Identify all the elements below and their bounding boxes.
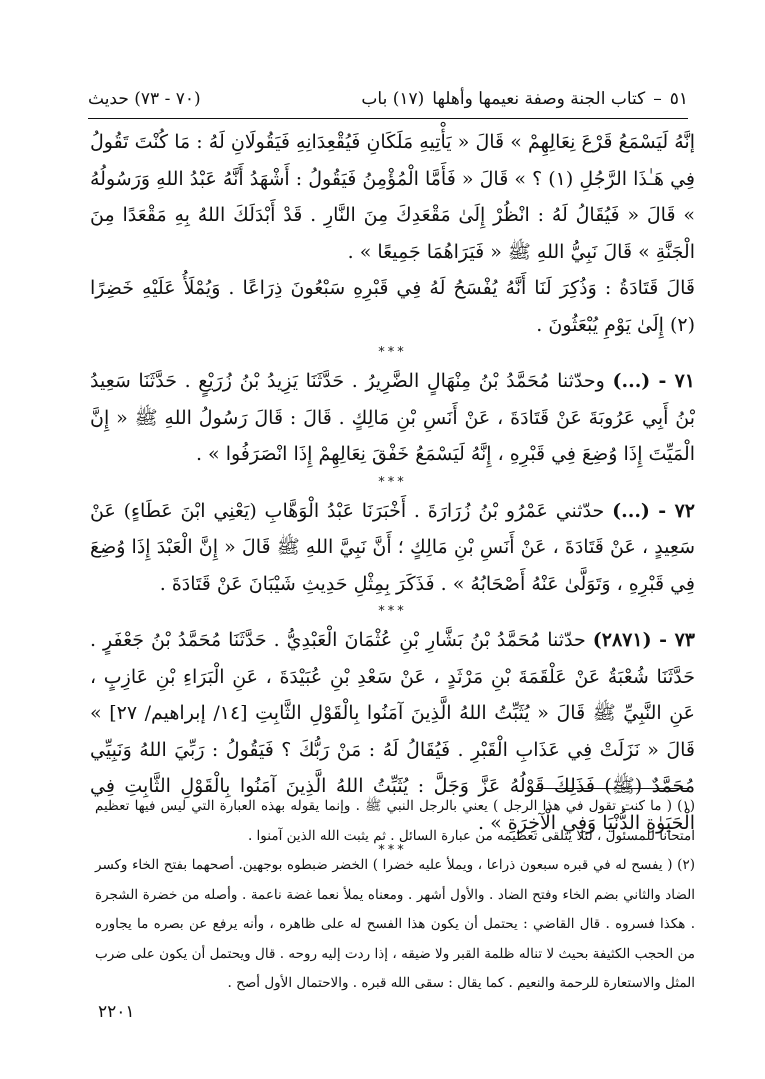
footnotes	[95, 792, 695, 999]
header-right	[361, 89, 688, 109]
separator-stars: ***	[378, 604, 407, 619]
hadith-number: ٧٣ - (٢٨٧١)	[592, 629, 696, 651]
hadith-71	[90, 363, 695, 473]
header-book-title: كتاب الجنة وصفة نعيمها وأهلها	[432, 89, 646, 109]
footnote-divider	[536, 788, 688, 789]
qatada-paragraph: قَالَ قَتَادَةُ : وَذُكِرَ لَنَا أَنَّهُ يُفْسَحُ لَهُ فِي قَبْرِهِ سَبْعُونَ ذِرَاعًا . وَيُمْلَأُ عَلَيْهِ خَضِرًا (٢) إِلَىٰ يَوْمِ يُبْعَثُونَ .	[90, 277, 695, 336]
hadith-text: وحدّثنا مُحَمَّدُ بْنُ مِنْهَالٍ الضَّرِيرُ . حَدَّثَنَا يَزِيدُ بْنُ زُرَيْعٍ . حَدَّثَنَا سَعِيدُ بْنُ أَبِي عَرُوبَةَ عَنْ قَتَادَةَ ، عَنْ أَنَسِ بْنِ مَالِكٍ . قَالَ : قَالَ رَسُولُ اللهِ ﷺ « إِنَّ الْمَيِّتَ إِذَا وُضِعَ فِي قَبْرِهِ ، إِنَّهُ لَيَسْمَعُ خَفْقَ نِعَالِهِمْ إِذَا انْصَرَفُوا » .	[90, 370, 695, 465]
hadith-number: ٧٢ - (...)	[612, 499, 695, 522]
header-dash: –	[653, 89, 662, 109]
hadith-text: حدّثنا مُحَمَّدُ بْنُ بَشَّارِ بْنِ عُثْمَانَ الْعَبْدِيُّ . حَدَّثَنَا مُحَمَّدُ بْنُ جَعْفَرٍ . حَدَّثَنَا شُعْبَةُ عَنْ عَلْقَمَةَ بْنِ مَرْثَدٍ ، عَنْ سَعْدِ بْنِ عُبَيْدَةَ ، عَنِ الْبَرَاءِ بْنِ عَازِبٍ ، عَنِ النَّبِيِّ ﷺ قَالَ « يُثَبِّتُ اللهُ الَّذِينَ آمَنُوا بِالْقَوْلِ الثَّابِتِ [١٤/ إبراهيم/ ٢٧] » قَالَ « نَزَلَتْ فِي عَذَابِ الْقَبْرِ . فَيُقَالُ لَهُ : مَنْ رَبُّكَ ؟ فَيَقُولُ : رَبِّيَ اللهُ وَنَبِيِّي مُحَمَّدٌ (ﷺ) فَذَلِكَ قَوْلُهُ عَزَّ وَجَلَّ : يُثَبِّتُ اللهُ الَّذِينَ آمَنُوا بِالْقَوْلِ الثَّابِتِ فِي الْحَيَوٰةِ الدُّنْيَا وَفِي الْآخِرَةِ » .	[90, 629, 696, 834]
separator-stars: ***	[378, 345, 407, 360]
footnote-2: (٢) ( يفسح له في قبره سبعون ذراعا ، ويملأ عليه خضرا ) الخضر ضبطوه بوجهين. أصحهما بفتح الخاء وكسر الضاد والثاني بضم الخاء وفتح الضاد . والأول أشهر . ومعناه يملأ نعما غضة ناعمة . وأصله من خضرة الشجرة . هكذا فسروه . قال القاضي : يحتمل أن يكون هذا الفسح له على ظاهره ، وأنه يرفع عن بصره ما يجاوره من الحجب الكثيفة بحيث لا تناله ظلمة القبر ولا ضيقه ، إذا ردت إليه روحه . قال ويحتمل أن يكون على ضرب المثل والاستعارة للرحمة والنعيم . كما يقال : سقى الله قبره . والاحتمال الأول أصح .	[95, 857, 695, 991]
page-header	[88, 82, 688, 116]
header-divider	[88, 118, 688, 119]
separator-stars: ***	[378, 843, 407, 858]
header-hadith-range: (٧٠ - ٧٣) حديث	[88, 89, 201, 109]
hadith-text: حدّثني عَمْرُو بْنُ زُرَارَةَ . أَخْبَرَنَا عَبْدُ الْوَهَّابِ (يَعْنِي ابْنَ عَطَاءٍ) عَنْ سَعِيدٍ ، عَنْ قَتَادَةَ ، عَنْ أَنَسِ بْنِ مَالِكٍ ؛ أَنَّ نَبِيَّ اللهِ ﷺ قَالَ « إِنَّ الْعَبْدَ إِذَا وُضِعَ فِي قَبْرِهِ ، وَتَوَلَّىٰ عَنْهُ أَصْحَابُهُ » . فَذَكَرَ بِمِثْلِ حَدِيثِ شَيْبَانَ عَنْ قَتَادَةَ .	[90, 499, 695, 595]
intro-paragraph: إنَّهُ لَيَسْمَعُ قَرْعَ نِعَالِهِمْ » قَالَ « يَأْتِيهِ مَلَكَانِ فَيُقْعِدَانِهِ فَيَقُولَانِ لَهُ : مَا كُنْتَ تَقُولُ فِي هَـٰذَا الرَّجُلِ (١) ؟ » قَالَ « فَأَمَّا الْمُؤْمِنُ فَيَقُولُ : أَشْهَدُ أَنَّهُ عَبْدُ اللهِ وَرَسُولُهُ » قَالَ « فَيُقَالُ لَهُ : انْظُرْ إِلَىٰ مَقْعَدِكَ مِنَ النَّارِ . قَدْ أَبْدَلَكَ اللهُ بِهِ مَقْعَدًا مِنَ الْجَنَّةِ » قَالَ نَبِيُّ اللهِ ﷺ « فَيَرَاهُمَا جَمِيعًا » .	[90, 131, 695, 263]
main-text	[90, 124, 695, 861]
header-chapter: (١٧) باب	[361, 89, 425, 109]
header-page-number: ٥١	[669, 89, 688, 109]
page-number-footer: ٢٢٠١	[98, 1002, 135, 1022]
hadith-72	[90, 493, 695, 603]
hadith-number: ٧١ - (...)	[612, 370, 695, 392]
footnote-1: (١) ( ما كنت تقول في هذا الرجل ) يعني بالرجل النبي ﷺ . وإنما يقوله بهذه العبارة التي ليس فيها تعظيم امتحانا للمسئول ، لئلا يتلقى تعظيمه من عبارة السائل . ثم يثبت الله الذين آمنوا .	[95, 798, 695, 844]
separator-stars: ***	[378, 474, 407, 490]
